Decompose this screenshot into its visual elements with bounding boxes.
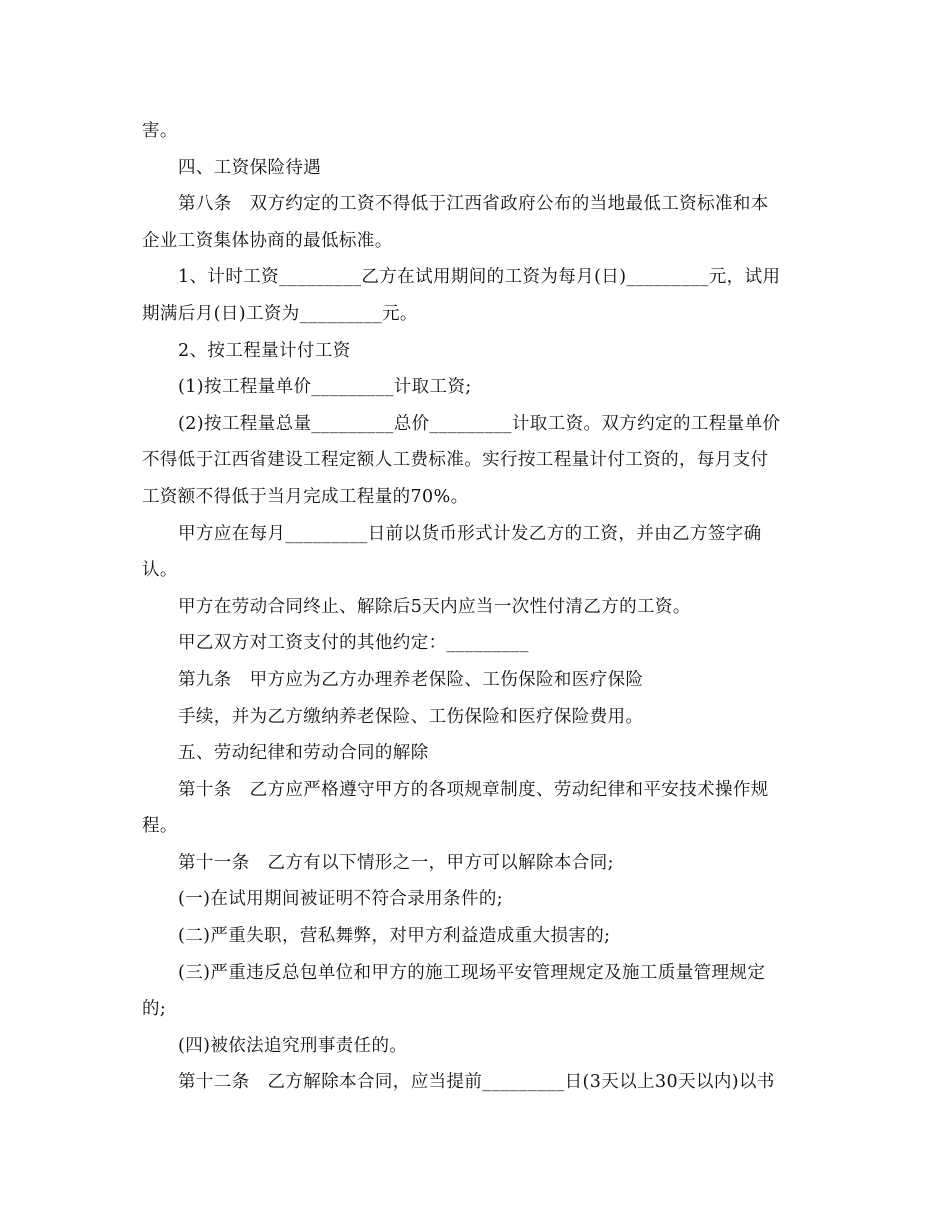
text-line: 第十二条 乙方解除本合同，应当提前_________日(3天以上30天以内)以书 [178, 1072, 775, 1093]
text-line: (1)按工程量单价_________计取工资; [178, 377, 472, 398]
text-line: 不得低于江西省建设工程定额人工费标准。实行按工程量计付工资的，每月支付 [142, 450, 769, 471]
text-line: 五、劳动纪律和劳动合同的解除 [178, 743, 429, 764]
text-line: 甲方应在每月_________日前以货币形式计发乙方的工资，并由乙方签字确 [178, 523, 762, 544]
text-line: 认。 [142, 560, 178, 581]
text-line: 第十条 乙方应严格遵守甲方的各项规章制度、劳动纪律和平安技术操作规 [178, 779, 769, 800]
text-line: 期满后月(日)工资为_________元。 [142, 303, 418, 324]
text-line: 第十一条 乙方有以下情形之一，甲方可以解除本合同; [178, 852, 614, 873]
text-line: 害。 [142, 121, 178, 141]
text-line: 1、计时工资_________乙方在试用期间的工资为每月(日)_________元，试用 [178, 267, 781, 288]
text-line: 手续，并为乙方缴纳养老保险、工伤保险和医疗保险费用。 [178, 706, 644, 727]
text-line: (一)在试用期间被证明不符合录用条件的; [178, 889, 504, 910]
text-line: (2)按工程量总量_________总价_________计取工资。双方约定的工程量单价 [178, 413, 781, 434]
text-line: (三)严重违反总包单位和甲方的施工现场平安管理规定及施工质量管理规定 [178, 962, 766, 983]
text-line: (四)被依法追究刑事责任的。 [178, 1035, 408, 1056]
document-body [142, 113, 808, 1101]
text-line: 甲乙双方对工资支付的其他约定：_________ [178, 633, 529, 654]
text-line: (二)严重失职，营私舞弊，对甲方利益造成重大损害的; [178, 926, 611, 947]
text-line: 工资额不得低于当月完成工程量的70%。 [142, 486, 469, 507]
text-line: 的; [142, 999, 167, 1020]
text-line: 第八条 双方约定的工资不得低于江西省政府公布的当地最低工资标准和本 [178, 194, 769, 215]
text-line: 甲方在劳动合同终止、解除后5天内应当一次性付清乙方的工资。 [178, 596, 691, 617]
text-line: 程。 [142, 816, 178, 837]
text-line: 企业工资集体协商的最低标准。 [142, 230, 393, 251]
text-line: 四、工资保险待遇 [178, 157, 322, 178]
text-line: 第九条 甲方应为乙方办理养老保险、工伤保险和医疗保险 [178, 669, 644, 690]
text-line: 2、按工程量计付工资 [178, 340, 351, 361]
